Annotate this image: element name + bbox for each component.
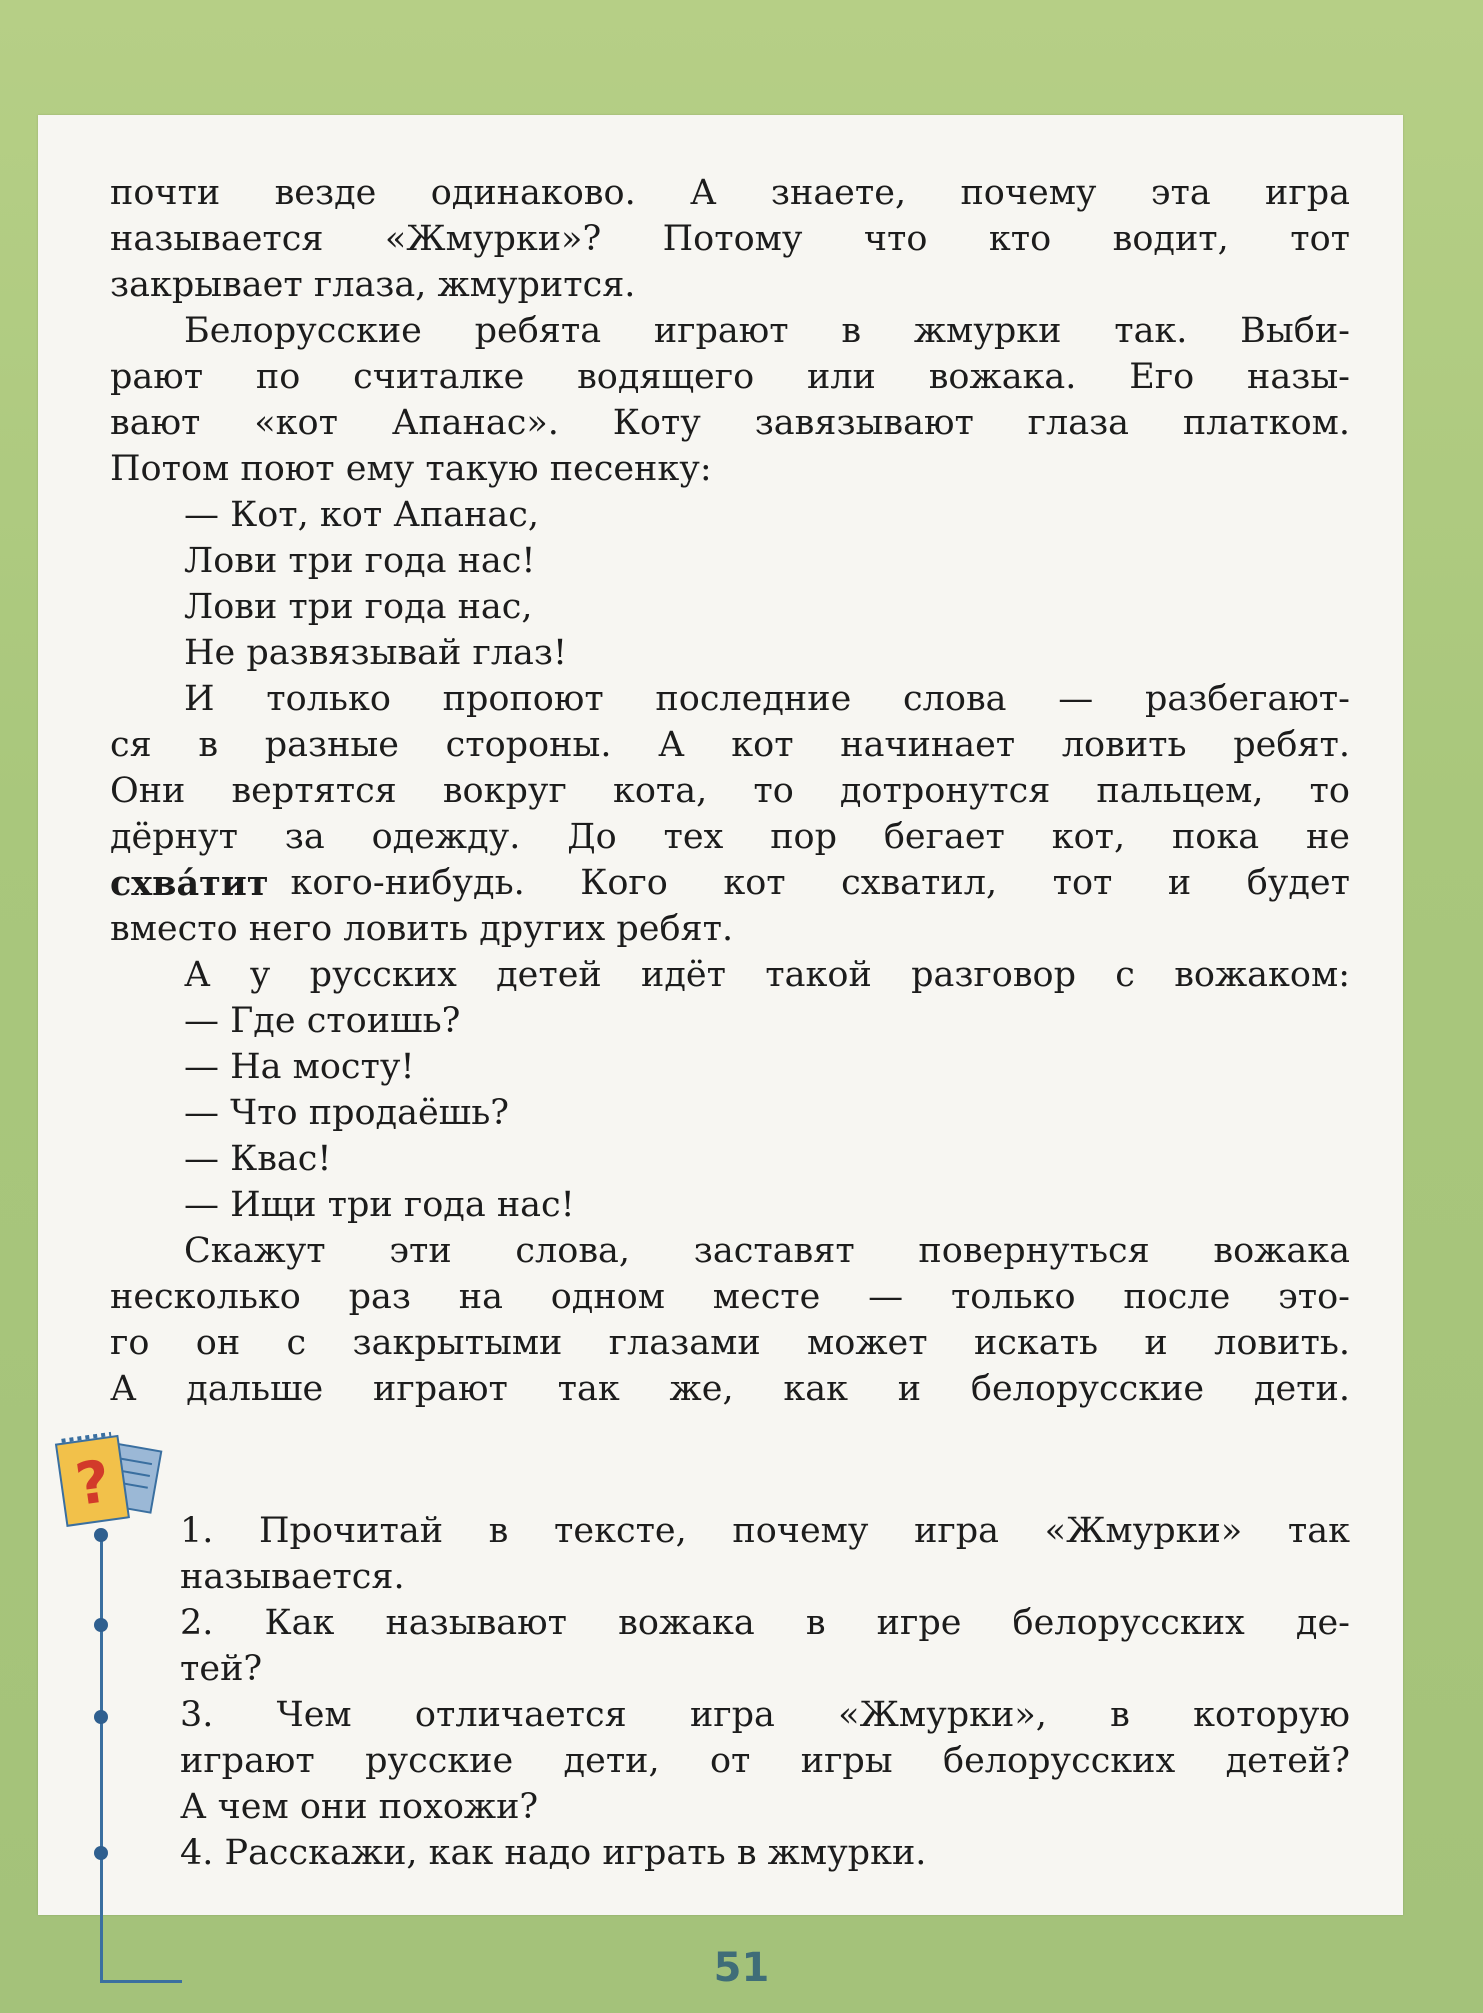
text-line: ся в разные стороны. А кот начинает ловить ребят. (110, 725, 1350, 765)
text-line: дёрнут за одежду. До тех пор бегает кот, пока не (110, 817, 1350, 857)
text-line: Скажут эти слова, заставят повернуться вожака (184, 1231, 1350, 1271)
text-line: схвáтит кого-нибудь. Кого кот схватил, тот и будет (110, 863, 1350, 904)
text-line: го он с закрытыми глазами может искать и ловить. (110, 1323, 1350, 1363)
question-1: 1. Прочитай в тексте, почему игра «Жмурки» так (180, 1511, 1350, 1551)
dialog-line: — Что продаёшь? (184, 1093, 510, 1133)
textbook-page (38, 115, 1403, 1915)
bullet-dot (94, 1528, 108, 1542)
question-4: 4. Расскажи, как надо играть в жмурки. (180, 1833, 927, 1873)
text-line: вместо него ловить других ребят. (110, 909, 734, 949)
main-text (110, 115, 1350, 1575)
dialog-line: — Ищи три года нас! (184, 1185, 575, 1225)
song-line: Не развязывай глаз! (184, 633, 568, 673)
text-line: А у русских детей идёт такой разговор с вожаком: (184, 955, 1350, 995)
text-line: рают по считалке водящего или вожака. Его назы- (110, 357, 1350, 397)
text-line: почти везде одинаково. А знаете, почему эта игра (110, 173, 1350, 213)
dialog-line: — На мосту! (184, 1047, 415, 1087)
question-1-cont: называется. (180, 1557, 405, 1597)
question-3: 3. Чем отличается игра «Жмурки», в которую (180, 1695, 1350, 1735)
text-line: называется «Жмурки»? Потому что кто водит, тот (110, 219, 1350, 259)
bullet-dot (94, 1618, 108, 1632)
text-line: закрывает глаза, жмурится. (110, 265, 636, 305)
questions-bracket-line (100, 1535, 103, 1980)
text-line: Белорусские ребята играют в жмурки так. Выби- (184, 311, 1350, 351)
question-2-cont: тей? (180, 1649, 263, 1689)
bullet-dot (94, 1710, 108, 1724)
song-line: Лови три года нас, (184, 587, 533, 627)
song-line: Лови три года нас! (184, 541, 536, 581)
question-3-cont: А чем они похожи? (180, 1787, 539, 1827)
svg-text:?: ? (71, 1446, 115, 1519)
text-line: Они вертятся вокруг кота, то дотронутся пальцем, то (110, 771, 1350, 811)
text-line: А дальше играют так же, как и белорусские дети. (110, 1369, 1350, 1409)
bullet-dot (94, 1846, 108, 1860)
question-3-cont: играют русские дети, от игры белорусских детей? (180, 1741, 1350, 1781)
dialog-line: — Квас! (184, 1139, 332, 1179)
question-mark-note-icon (52, 1425, 172, 1555)
dialog-line: — Где стоишь? (184, 1001, 461, 1041)
bold-word: схвáтит (110, 863, 269, 904)
page-number: 51 (713, 1945, 770, 1991)
song-line: — Кот, кот Апанас, (184, 495, 539, 535)
text-line: несколько раз на одном месте — только после это- (110, 1277, 1350, 1317)
text-line: Потом поют ему такую песенку: (110, 449, 712, 489)
text-line: И только пропоют последние слова — разбегают- (184, 679, 1350, 719)
text-line: вают «кот Апанас». Коту завязывают глаза платком. (110, 403, 1350, 443)
question-2: 2. Как называют вожака в игре белорусских де- (180, 1603, 1350, 1643)
